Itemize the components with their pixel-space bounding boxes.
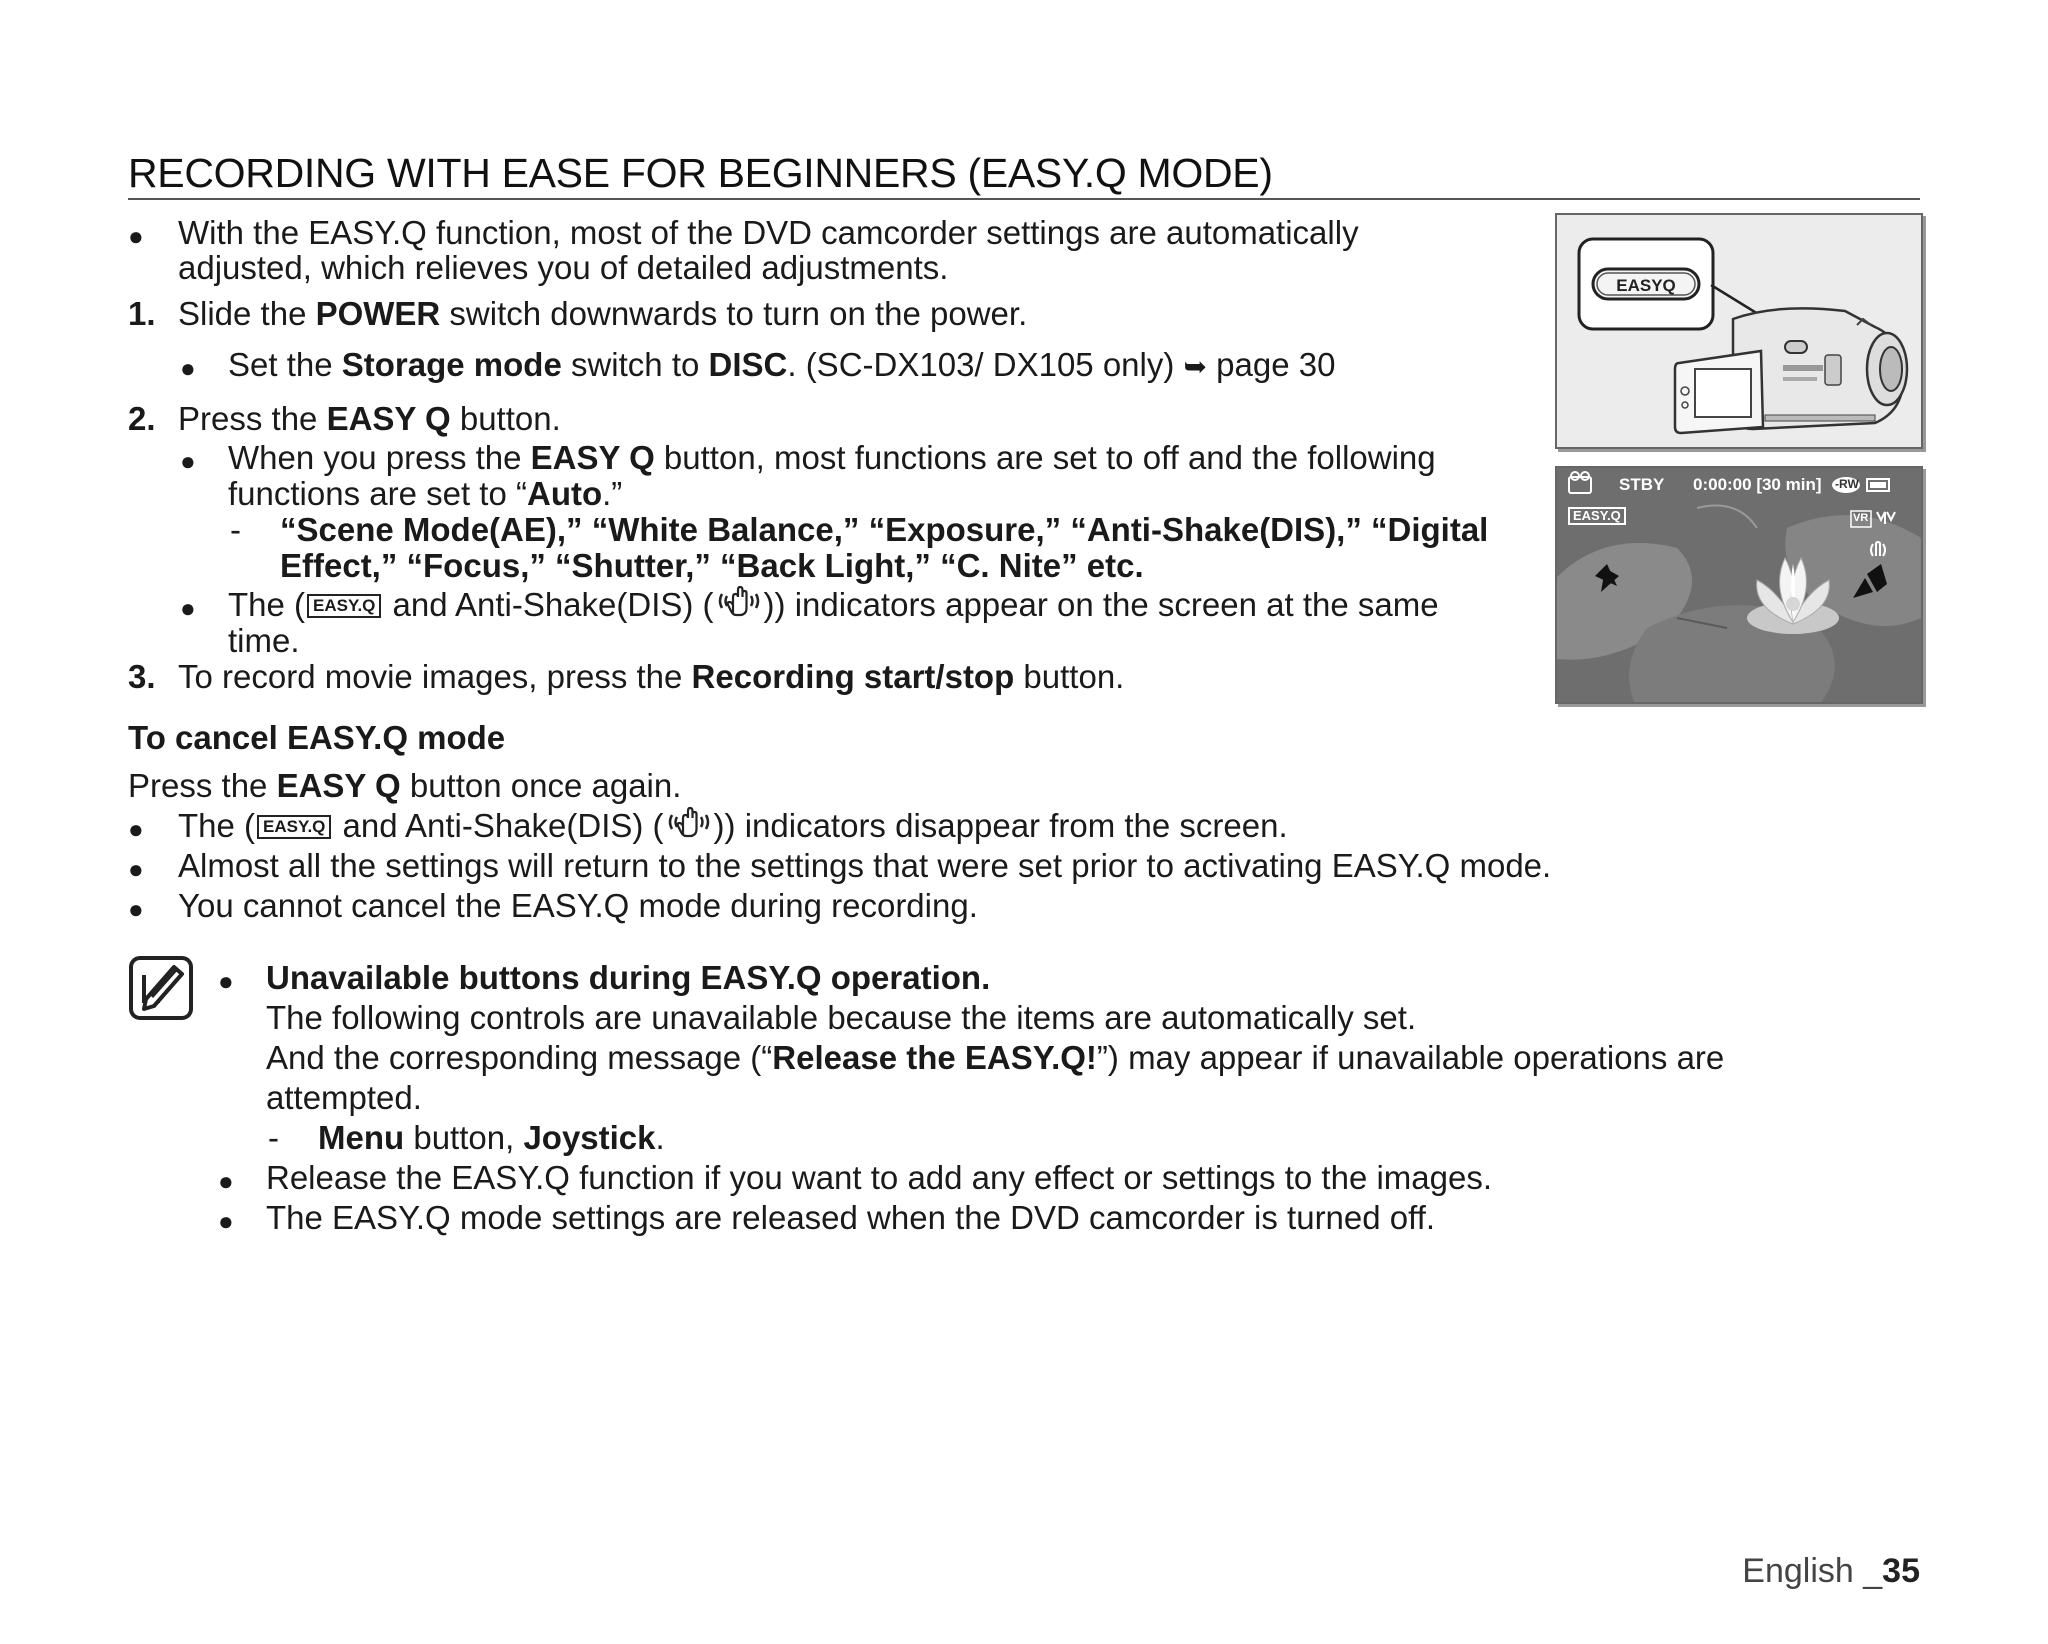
bullet-dot: ● (218, 1166, 234, 1196)
step-3-text: To record movie images, press the Recording start/stop button. (178, 658, 1125, 695)
dash-marker: - (268, 1119, 279, 1156)
lcd-screen-image (1555, 466, 1923, 704)
cancel-instruction: Press the EASY Q button once again. (128, 767, 682, 804)
note-line-2: And the corresponding message (“Release the EASY.Q!”) may appear if unavailable operations are (266, 1039, 1725, 1076)
bullet-dot: ● (128, 221, 144, 251)
bullet-dot: ● (218, 966, 234, 996)
intro-line-1: With the EASY.Q function, most of the DVD camcorder settings are automatically (178, 214, 1359, 251)
bullet-dot: ● (128, 854, 144, 884)
auto-functions-line-1: “Scene Mode(AE),” “White Balance,” “Exposure,” “Anti-Shake(DIS),” “Digital (280, 511, 1489, 548)
intro-line-2: adjusted, which relieves you of detailed adjustments. (178, 249, 949, 286)
bullet-dot: ● (180, 593, 196, 623)
step-1-sub: Set the Storage mode switch to DISC. (SC-DX103/ DX105 only) ➥ page 30 (228, 346, 1336, 383)
anti-shake-icon (664, 805, 714, 846)
cancel-bullet-3: You cannot cancel the EASY.Q mode during recording. (178, 887, 978, 924)
page-number: 35 (1882, 1552, 1920, 1590)
page-footer (1742, 1552, 1920, 1591)
footer-language: English _ (1742, 1552, 1883, 1590)
bullet-dot: ● (180, 353, 196, 383)
note-bullet-2: Release the EASY.Q function if you want to add any effect or settings to the images. (266, 1159, 1493, 1196)
note-line-3: attempted. (266, 1079, 422, 1116)
bullet-dot: ● (128, 814, 144, 844)
step-2-sub-2-line-1: The ( EASY.Q and Anti-Shake(DIS) ( )) indicators appear on the screen at the same (228, 587, 1439, 628)
note-bullet-3: The EASY.Q mode settings are released when the DVD camcorder is turned off. (266, 1199, 1436, 1236)
dash-marker: - (230, 511, 241, 548)
easyq-indicator-icon: EASY.Q (257, 815, 331, 839)
easyq-indicator-icon: EASY.Q (307, 594, 381, 618)
page-arrow-icon: ➥ (1183, 351, 1207, 382)
page-title: RECORDING WITH EASE FOR BEGINNERS (EASY.Q MODE) (128, 150, 1920, 200)
osd-easyq-indicator: EASY.Q (1573, 508, 1621, 523)
anti-shake-icon (714, 584, 764, 625)
step-number: 3. (128, 658, 156, 695)
step-2-sub-2-line-2: time. (228, 622, 300, 659)
step-1-text: Slide the POWER switch downwards to turn on the power. (178, 295, 1028, 332)
osd-time: 0:00:00 [30 min] (1693, 475, 1822, 494)
osd-vr: VR (1853, 512, 1869, 524)
cancel-bullet-1: The ( EASY.Q and Anti-Shake(DIS) ( )) indicators disappear from the screen. (178, 808, 1288, 849)
step-2-sub-1-line-2: functions are set to “Auto.” (228, 475, 623, 512)
easyq-button-label: EASYQ (1616, 276, 1676, 295)
step-number: 1. (128, 295, 156, 332)
osd-stby: STBY (1619, 475, 1665, 494)
bullet-dot: ● (218, 1206, 234, 1236)
step-2-text: Press the EASY Q button. (178, 400, 561, 437)
cancel-heading: To cancel EASY.Q mode (128, 719, 506, 756)
osd-disc: -RW (1835, 477, 1859, 491)
cancel-bullet-2: Almost all the settings will return to the settings that were set prior to activating EASY.Q mode. (178, 847, 1552, 884)
note-dash-item: Menu button, Joystick. (318, 1119, 665, 1156)
bullet-dot: ● (128, 894, 144, 924)
step-2-sub-1-line-1: When you press the EASY Q button, most functions are set to off and the following (228, 439, 1436, 476)
auto-functions-line-2: Effect,” “Focus,” “Shutter,” “Back Light,” “C. Nite” etc. (280, 547, 1144, 584)
camcorder-illustration (1555, 213, 1923, 449)
note-heading: Unavailable buttons during EASY.Q operation. (266, 959, 991, 996)
bullet-dot: ● (180, 446, 196, 476)
note-line-1: The following controls are unavailable because the items are automatically set. (266, 999, 1417, 1036)
step-number: 2. (128, 400, 156, 437)
note-icon (128, 955, 194, 1021)
